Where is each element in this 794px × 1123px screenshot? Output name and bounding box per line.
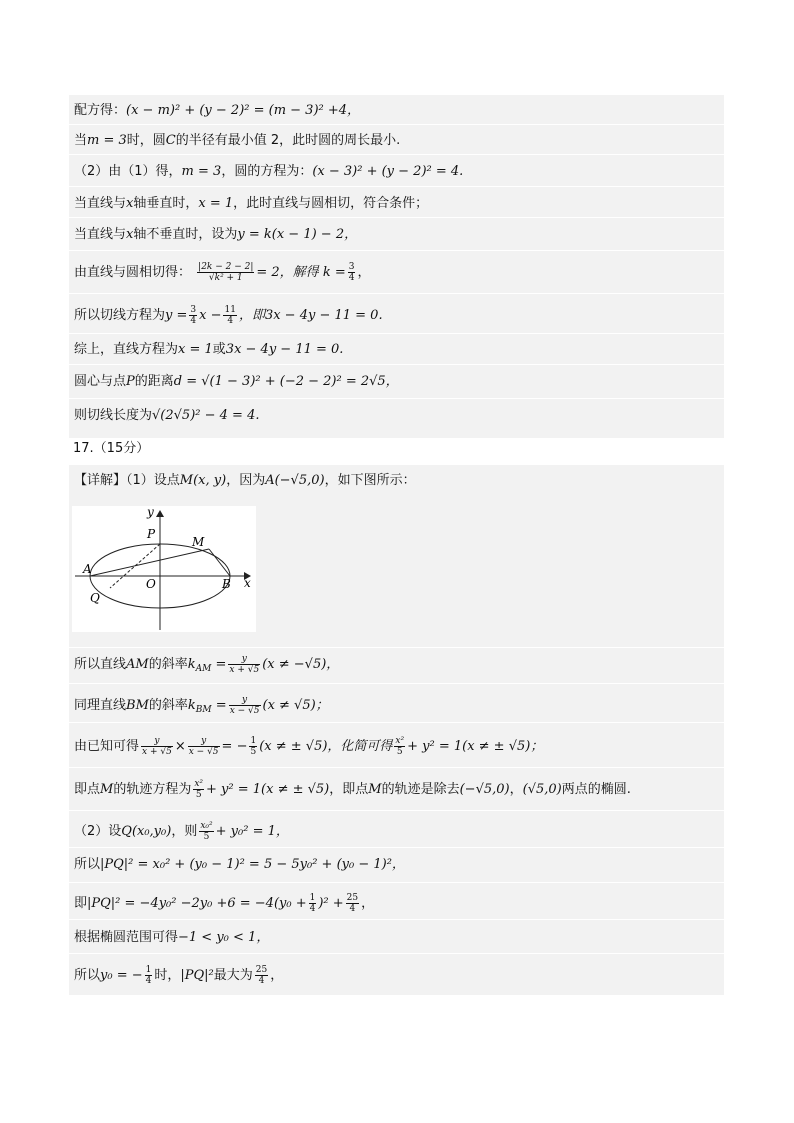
formula: k <box>187 698 196 713</box>
label-A: A <box>83 562 92 576</box>
fraction <box>189 305 197 326</box>
text: 由已知可得 <box>74 739 140 754</box>
text: 同理直线 <box>74 698 127 713</box>
text-line <box>74 779 631 800</box>
denominator: 4 <box>348 273 355 283</box>
text-line <box>74 133 400 149</box>
formula: (√5,0) <box>522 782 562 797</box>
text: 的斜率 <box>148 657 188 672</box>
formula: √(2√5)² − 4 = 4. <box>152 408 260 423</box>
fraction <box>197 262 254 283</box>
line-AM <box>90 549 209 576</box>
text: 轴垂直时， <box>133 196 199 211</box>
row-divider <box>69 186 724 187</box>
text: ，因为 <box>226 473 266 488</box>
fraction <box>249 736 257 757</box>
formula: = <box>215 698 227 713</box>
formula: |PQ|² <box>180 968 214 983</box>
times-sign: × <box>174 739 186 754</box>
row-divider <box>69 882 724 883</box>
line-BM <box>209 549 230 576</box>
row-divider <box>69 847 724 848</box>
text-line <box>74 374 399 390</box>
text: ，则 <box>171 824 198 839</box>
formula: y₀ = − <box>100 968 143 983</box>
text: 轴不垂直时，设为 <box>133 227 238 242</box>
formula: |PQ|² = x₀² + (y₀ − 1)² = 5 − 5y₀² + (y₀ − 1)²， <box>100 857 405 872</box>
fraction <box>223 305 236 326</box>
denominator: 5 <box>250 747 257 757</box>
formula: k = <box>322 265 346 280</box>
formula: y = <box>165 308 188 323</box>
denominator: 5 <box>195 790 202 800</box>
numerator: y <box>188 736 220 747</box>
text-line <box>74 821 289 842</box>
label-Q: Q <box>90 591 100 605</box>
text: 当直线与 <box>74 196 127 211</box>
formula: M <box>368 782 382 797</box>
text: ， <box>357 265 371 280</box>
formula: = 2，解得 <box>256 265 319 280</box>
label-x: x <box>244 576 251 590</box>
numerator: 3 <box>190 305 197 315</box>
denominator: 4 <box>258 976 265 986</box>
text-line <box>74 965 283 986</box>
row-divider <box>69 333 724 334</box>
text: ， <box>509 782 523 797</box>
subscript: AM <box>195 664 212 674</box>
denominator: √k² + 1 <box>208 273 243 283</box>
formula: x = 1 <box>178 342 213 357</box>
row-divider <box>69 683 724 684</box>
text: 综上，直线方程为 <box>74 342 179 357</box>
denominator: 4 <box>309 904 316 914</box>
formula: A(−√5,0) <box>265 473 325 488</box>
text-line <box>74 893 374 914</box>
text: （2）设 <box>74 824 122 839</box>
text: ，如下图所示： <box>324 473 416 488</box>
text-line <box>74 654 339 675</box>
text: 由直线与圆相切得： <box>74 265 192 280</box>
formula: |PQ|² = −4y₀² −2y₀ +6 = −4(y₀ + <box>87 896 307 911</box>
formula: x − <box>199 308 222 323</box>
formula: + y² = 1(x ≠ ± √5)； <box>407 739 544 754</box>
text: 圆心与点 <box>74 374 127 389</box>
fraction <box>394 736 405 757</box>
label-B: B <box>222 577 231 591</box>
formula: m = 3 <box>87 133 127 148</box>
ellipse-figure <box>72 506 256 632</box>
text: 时，圆 <box>126 133 166 148</box>
fraction <box>188 736 220 757</box>
formula: x <box>126 227 134 242</box>
text-line <box>74 103 360 119</box>
denominator: x + √5 <box>229 665 260 675</box>
text: 根据椭圆范围可得 <box>74 930 179 945</box>
formula: = <box>215 657 227 672</box>
text: ，此时直线与圆相切，符合条件； <box>233 196 429 211</box>
text-line <box>74 262 370 283</box>
numerator: 1 <box>145 965 152 975</box>
formula: )² + <box>318 896 344 911</box>
fraction <box>228 654 260 675</box>
denominator: 4 <box>190 316 197 326</box>
numerator: x² <box>395 736 405 746</box>
formula: + y₀² = 1， <box>215 824 289 839</box>
row-divider <box>69 364 724 365</box>
formula: (x − 3)² + (y − 2)² = 4. <box>312 164 464 179</box>
text: 则切线长度为 <box>74 408 153 423</box>
formula: 3x − 4y − 11 = 0. <box>225 342 344 357</box>
fraction <box>193 779 204 800</box>
formula: M <box>100 782 114 797</box>
text: 最大为 <box>213 968 253 983</box>
text-line <box>74 342 343 358</box>
formula: x <box>126 196 134 211</box>
text: 的半径有最小值 2，此时圆的周长最小. <box>175 133 401 148</box>
numerator: 3 <box>348 262 355 272</box>
text: 所以切线方程为 <box>74 308 166 323</box>
solution-block-16 <box>69 95 724 438</box>
denominator: 5 <box>203 832 210 842</box>
row-divider <box>69 647 724 648</box>
numerator: y <box>141 736 173 747</box>
row-divider <box>69 767 724 768</box>
text: ，即点 <box>329 782 369 797</box>
formula: −1 < y₀ < 1， <box>178 930 270 945</box>
row-divider <box>69 250 724 251</box>
label-O: O <box>146 577 156 591</box>
fraction <box>348 262 356 283</box>
row-divider <box>69 810 724 811</box>
text: 的轨迹方程为 <box>113 782 192 797</box>
formula: BM <box>126 698 149 713</box>
row-divider <box>69 953 724 954</box>
formula: Q(x₀,y₀) <box>121 824 172 839</box>
text: 的距离 <box>134 374 174 389</box>
numerator: 25 <box>255 965 268 975</box>
fraction <box>255 965 268 986</box>
text-line <box>74 857 405 873</box>
numerator: 11 <box>224 305 236 315</box>
numerator: 1 <box>250 736 257 746</box>
denominator: x − √5 <box>229 706 260 716</box>
numerator: y <box>228 654 260 665</box>
formula: (−√5,0) <box>459 782 510 797</box>
denominator: x − √5 <box>188 747 219 757</box>
row-divider <box>69 398 724 399</box>
text: 或 <box>212 342 226 357</box>
row-divider <box>69 722 724 723</box>
text-line <box>74 227 357 243</box>
text: 两点的椭圆. <box>561 782 631 797</box>
fraction <box>346 893 359 914</box>
denominator: 4 <box>349 904 356 914</box>
fraction <box>229 695 261 716</box>
subscript: BM <box>195 705 212 715</box>
numerator: |2k − 2 − 2| <box>198 262 254 272</box>
text: ， <box>270 968 284 983</box>
text: ， <box>361 896 375 911</box>
question-number: 17.（15分） <box>73 441 150 456</box>
formula: P <box>126 374 135 389</box>
formula: x = 1 <box>198 196 234 211</box>
formula: C <box>165 133 176 148</box>
text-line <box>74 736 543 757</box>
row-divider <box>69 154 724 155</box>
label-y: y <box>147 506 154 519</box>
ellipse-diagram <box>72 506 256 632</box>
denominator: 4 <box>145 976 152 986</box>
row-divider <box>69 124 724 125</box>
text-line <box>74 196 428 212</box>
text-line <box>74 164 463 180</box>
text: 【详解】（1）设点 <box>74 473 180 488</box>
row-divider <box>69 919 724 920</box>
text: 所以 <box>74 968 101 983</box>
formula: m = 3 <box>181 164 222 179</box>
formula: ，即3x − 4y − 11 = 0. <box>238 308 383 323</box>
text: 即点 <box>74 782 101 797</box>
fraction <box>309 893 317 914</box>
text: 配方得： <box>74 103 127 118</box>
text: 的斜率 <box>148 698 188 713</box>
numerator: 1 <box>309 893 316 903</box>
row-divider <box>69 293 724 294</box>
text-line <box>74 930 269 946</box>
text-line <box>74 408 259 424</box>
text: 的轨迹是除去 <box>381 782 460 797</box>
formula: (x ≠ −√5)， <box>262 657 340 672</box>
text: 当直线与 <box>74 227 127 242</box>
denominator: x + √5 <box>142 747 172 757</box>
fraction <box>141 736 173 757</box>
denominator: 5 <box>396 747 403 757</box>
numerator: x² <box>194 779 204 789</box>
label-P: P <box>147 527 156 541</box>
formula: (x ≠ √5)； <box>262 698 329 713</box>
text: 所以 <box>74 857 101 872</box>
text: ，圆的方程为： <box>221 164 313 179</box>
fraction <box>199 821 213 842</box>
text: 时， <box>154 968 181 983</box>
formula: M(x, y) <box>179 473 227 488</box>
formula: + y² = 1(x ≠ ± √5) <box>206 782 330 797</box>
formula: k <box>187 657 196 672</box>
text-line <box>74 473 416 489</box>
denominator: 4 <box>227 316 234 326</box>
formula: (x − m)² + (y − 2)² = (m − 3)² +4， <box>126 103 361 118</box>
text-line <box>74 305 383 326</box>
formula: = − <box>221 739 248 754</box>
fraction <box>145 965 153 986</box>
text: （2）由（1）得， <box>74 164 182 179</box>
formula: AM <box>126 657 149 672</box>
text-line <box>74 695 329 716</box>
numerator: x₀² <box>200 821 213 831</box>
numerator: y <box>229 695 261 706</box>
text: 即 <box>74 896 88 911</box>
formula: (x ≠ ± √5)，化简可得 <box>259 739 393 754</box>
text: 当 <box>74 133 88 148</box>
row-divider <box>69 217 724 218</box>
formula: y = k(x − 1) − 2， <box>237 227 358 242</box>
label-M: M <box>192 535 205 549</box>
numerator: 25 <box>346 893 359 903</box>
formula: d = √(1 − 3)² + (−2 − 2)² = 2√5， <box>173 374 399 389</box>
text: 所以直线 <box>74 657 127 672</box>
